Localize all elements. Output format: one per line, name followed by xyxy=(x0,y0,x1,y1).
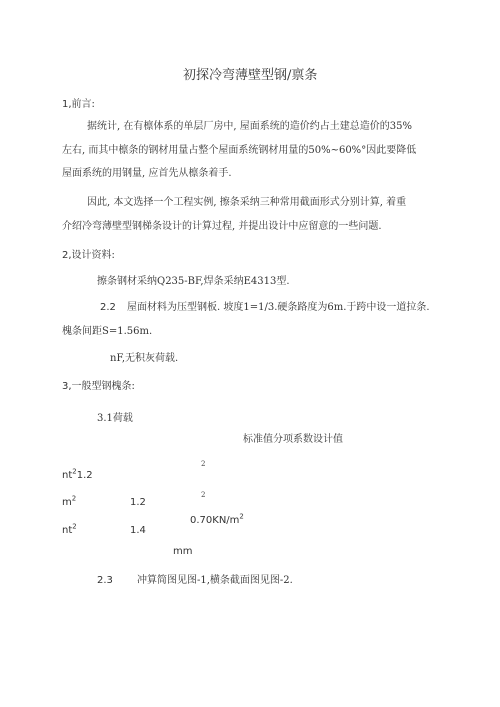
paragraph-line: 屋面系统的用钢量, 应首先从檩条着手. xyxy=(62,168,232,179)
paragraph-line: 因此, 本文选择一个工程实例, 擦条采纳三种常用截面形式分别计算, 着重 xyxy=(87,197,407,208)
paragraph-line: 左右, 而其中檩条的钢材用量占整个屋面系统钢材用量的50%~60%°因此要降低 xyxy=(62,145,417,156)
section-heading-design-data: 2,设计资料: xyxy=(62,250,115,261)
row-design-value: $0.70KN/m^2$ xyxy=(190,512,244,526)
paragraph-line: nF,无积灰荷载. xyxy=(110,353,179,364)
row-label: nt xyxy=(62,470,73,481)
superscript: 2 xyxy=(201,460,206,468)
row-label: nt xyxy=(62,525,73,536)
unit-label: mm xyxy=(173,546,193,557)
load-row-2-label xyxy=(62,496,76,510)
row-label-sup: 2 xyxy=(72,522,77,531)
section-heading-general-purlin: 3,一般型钢槐条: xyxy=(62,381,135,392)
paragraph-line: 介绍冷弯薄壁型钢梯条设计的计算过程, 并提出设计中应留意的一些问题. xyxy=(62,221,382,232)
row-value: 1.4 xyxy=(130,525,146,536)
paragraph-line: 槐条间距S=1.56m. xyxy=(62,326,153,337)
clause-number: 2.3 xyxy=(97,575,113,586)
paragraph-line: 擦条钢材采纳Q235-BF,焊条采纳E4313型. xyxy=(97,276,290,287)
row-label-sup: 2 xyxy=(72,467,77,476)
paragraph-line: 屋面材料为压型钢板. 坡度1=1/3.硬条路度为6m.于跨中设一道拉条. xyxy=(127,302,430,313)
paragraph-line: 冲算简图见图-1,横条截面图见图-2. xyxy=(137,575,293,586)
subsection-heading-load: 3.1荷载 xyxy=(97,413,133,424)
document-title: 初探冷弯薄壁型钢/禀条 xyxy=(183,68,318,83)
load-row-3-label xyxy=(62,524,77,538)
row-label-sup: 2 xyxy=(71,494,77,503)
table-header: 标准值分项系数设计值 xyxy=(243,434,343,445)
superscript: 2 xyxy=(201,491,206,499)
row-value: 1.2 xyxy=(130,497,146,508)
clause-number: 2.2 xyxy=(100,302,116,313)
row-label: m xyxy=(62,497,72,508)
load-row-1 xyxy=(62,469,93,483)
section-heading-preface: 1,前言: xyxy=(62,99,95,110)
row-value: 1.2 xyxy=(76,470,93,481)
paragraph-line: 据统计, 在有檩体系的单层厂房中, 屋面系统的造价约占土建总造价的35% xyxy=(87,121,412,132)
